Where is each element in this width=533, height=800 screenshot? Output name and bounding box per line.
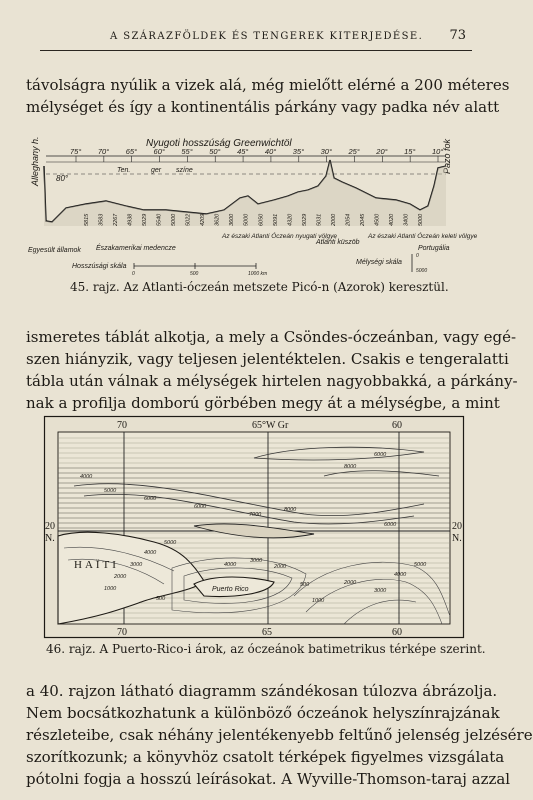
text-line: Nem bocsátkozhatunk a különböző óczeánok helyszínrajzának: [26, 704, 500, 722]
ger-label: ger: [151, 167, 162, 174]
scale-mark: 0: [416, 253, 419, 259]
depth-label: 2000: [344, 580, 357, 586]
depth-sounding: 3600: [229, 213, 236, 226]
longitude-label: 60°: [153, 147, 165, 156]
depth-label: 6000: [374, 452, 387, 458]
text-line: szorítkozunk; a könyvhöz csatolt térképek figyelmes vizsgálata: [26, 748, 505, 766]
text-line: nak a profilja domború görbében megy át a mélységbe, a mint: [26, 394, 500, 412]
top-longitude: 65°W Gr: [252, 420, 289, 431]
bottom-longitude: 65: [262, 627, 272, 638]
scale-mark: 1000 km: [248, 271, 268, 277]
depth-sounding: 6050: [258, 213, 265, 226]
figure-46-caption: 46. rajz. A Puerto-Rico-i árok, az óczeánok batimetrikus térképe szerint.: [46, 642, 486, 656]
depth-label: 2000: [114, 574, 127, 580]
depth-label: 1000: [104, 586, 117, 592]
top-longitude: 60: [392, 420, 402, 431]
depth-label: 7000: [249, 512, 262, 518]
longitude-label: 15°: [404, 147, 416, 156]
scale-mark: 5000: [416, 268, 428, 274]
depth-sounding: 4500: [374, 213, 381, 226]
text-line: pótolni fogja a hosszú leírásokat. A Wyville-Thomson-taraj azzal: [26, 770, 511, 788]
depth-label: 2000: [274, 564, 287, 570]
depth-label: 4000: [224, 562, 237, 568]
running-header: [40, 28, 472, 51]
depth-sounding: 4209: [200, 213, 207, 226]
depth-label: 6000: [384, 522, 397, 528]
depth-label: 1000: [312, 598, 325, 604]
text-line: mélységet és így a kontinentális párkány vagy padka név alatt: [26, 98, 500, 116]
depth-sounding: 3620: [214, 213, 221, 226]
depth-sounding: 4320: [287, 213, 294, 226]
depth-sounding: 4020: [388, 213, 395, 226]
bottom-longitude: 60: [392, 627, 402, 638]
top-longitude: 70: [117, 420, 127, 431]
depth-label: 500: [156, 596, 166, 602]
bottom-longitude: 70: [117, 627, 127, 638]
depth-sounding: 2267: [113, 213, 120, 226]
depth-label: 5000: [104, 488, 117, 494]
depth-sounding: 5000: [243, 213, 250, 226]
depth-sounding: 3400: [403, 213, 410, 226]
horizontal-scale-label: Hosszúsági skála: [72, 263, 127, 270]
region-label: Portugália: [418, 245, 450, 252]
depth-label: 4000: [144, 550, 157, 556]
region-label: Északamerikai medencze: [96, 245, 176, 252]
longitude-label: 70°: [97, 147, 110, 156]
depth-sounding: 5091: [272, 213, 279, 226]
depth-sounding: 5000: [418, 213, 424, 226]
ten-label: Ten.: [117, 167, 131, 174]
region-label: Az északi Atlanti Óczeán keleti völgye: [368, 233, 478, 240]
longitude-ticks: [70, 147, 443, 162]
depth-label: 8000: [344, 464, 357, 470]
depth-label: 3000: [130, 562, 143, 568]
paragraph-middle: [26, 326, 518, 414]
depth-sounding: 2045: [359, 213, 366, 226]
longitude-label: 65°: [125, 147, 138, 156]
depth-label: 4000: [394, 572, 407, 578]
depth-sounding: 2000: [330, 213, 337, 226]
longitude-label: 45°: [237, 147, 249, 156]
depth-sounding: 5000: [171, 213, 178, 226]
lat-right: 20 N.: [452, 521, 462, 544]
lat-label: 80°: [56, 174, 69, 183]
puerto-rico-label: Puerto Rico: [212, 586, 249, 593]
scale-mark: 500: [190, 271, 199, 277]
longitude-label: 10°: [432, 147, 444, 156]
text-line: szen hiányzik, vagy teljesen jelentéktelen. Csakis e tengeralatti: [26, 350, 509, 368]
figure-45-cross-section: [26, 126, 478, 277]
depth-sounding: 5029: [142, 213, 149, 226]
top-longitude-label: Nyugoti hosszúság Greenwichtöl: [146, 138, 292, 149]
longitude-label: 25°: [348, 147, 360, 156]
depth-label: 6000: [144, 496, 157, 502]
page-number: 73: [449, 28, 466, 43]
depth-sounding: 5029: [301, 213, 308, 226]
figure-46-bathymetric-map: [44, 416, 464, 638]
longitude-label: 75°: [70, 147, 82, 156]
depth-sounding: 5815: [84, 213, 90, 226]
depth-label: 500: [300, 582, 310, 588]
text-line: távolságra nyúlik a vizek alá, még mielőtt elérné a 200 méteres: [26, 76, 510, 94]
vertical-scale-label: Mélységi skála: [356, 259, 402, 266]
depth-label: 3000: [250, 558, 263, 564]
paragraph-bottom: [26, 680, 533, 790]
depth-sounding: 3583: [98, 213, 105, 226]
depth-label: 8000: [284, 507, 297, 513]
depth-sounding: 5031: [316, 213, 323, 226]
text-line: tábla után válnak a mélységek hirtelen nagyobbakká, a párkány-: [26, 372, 518, 390]
szine-label: színe: [176, 167, 193, 174]
depth-label: 3000: [374, 588, 387, 594]
depth-sounding: 2054: [345, 213, 352, 226]
longitude-label: 40°: [264, 147, 277, 156]
longitude-label: 35°: [292, 147, 305, 156]
left-vertical-label: Alleghany h.: [30, 136, 40, 186]
lat-left: 20 N.: [45, 521, 55, 544]
figure-45-caption: 45. rajz. Az Atlanti-óczeán metszete Picó-n (Azorok) keresztül.: [70, 280, 449, 294]
depth-sounding: 4938: [127, 213, 134, 226]
text-line: ismeretes táblát alkotja, a mely a Csöndes-óczeánban, vagy egé-: [26, 328, 517, 346]
depth-label: 6000: [194, 504, 207, 510]
longitude-label: 50°: [209, 147, 221, 156]
longitude-label: 20°: [376, 147, 388, 156]
depth-sounding: 5540: [156, 213, 163, 226]
haiti-label: HAÏTI: [74, 559, 119, 571]
depth-label: 5000: [414, 562, 427, 568]
longitude-label: 55°: [181, 147, 193, 156]
longitude-label: 30°: [320, 147, 332, 156]
region-label: Atlanti küszöb: [316, 239, 360, 246]
text-line: részleteibe, csak néhány jelentékenyebb feltűnő jelenség jelzésére: [26, 726, 533, 744]
scale-mark: 0: [132, 271, 135, 277]
region-label: Az északi Atlanti Óczeán nyugati völgye: [222, 233, 338, 240]
depth-sounding: 5022: [185, 213, 192, 226]
depth-label: 5000: [164, 540, 177, 546]
depth-label: 4000: [80, 474, 93, 480]
paragraph-top: [26, 74, 510, 118]
running-title: A SZÁRAZFÖLDEK ÉS TENGEREK KITERJEDÉSE.: [110, 31, 424, 42]
right-vertical-label: Pazo fok: [442, 138, 452, 174]
text-line: a 40. rajzon látható diagramm szándékosan túlozva ábrázolja.: [26, 682, 498, 700]
region-label: Egyesült államok: [28, 247, 81, 254]
